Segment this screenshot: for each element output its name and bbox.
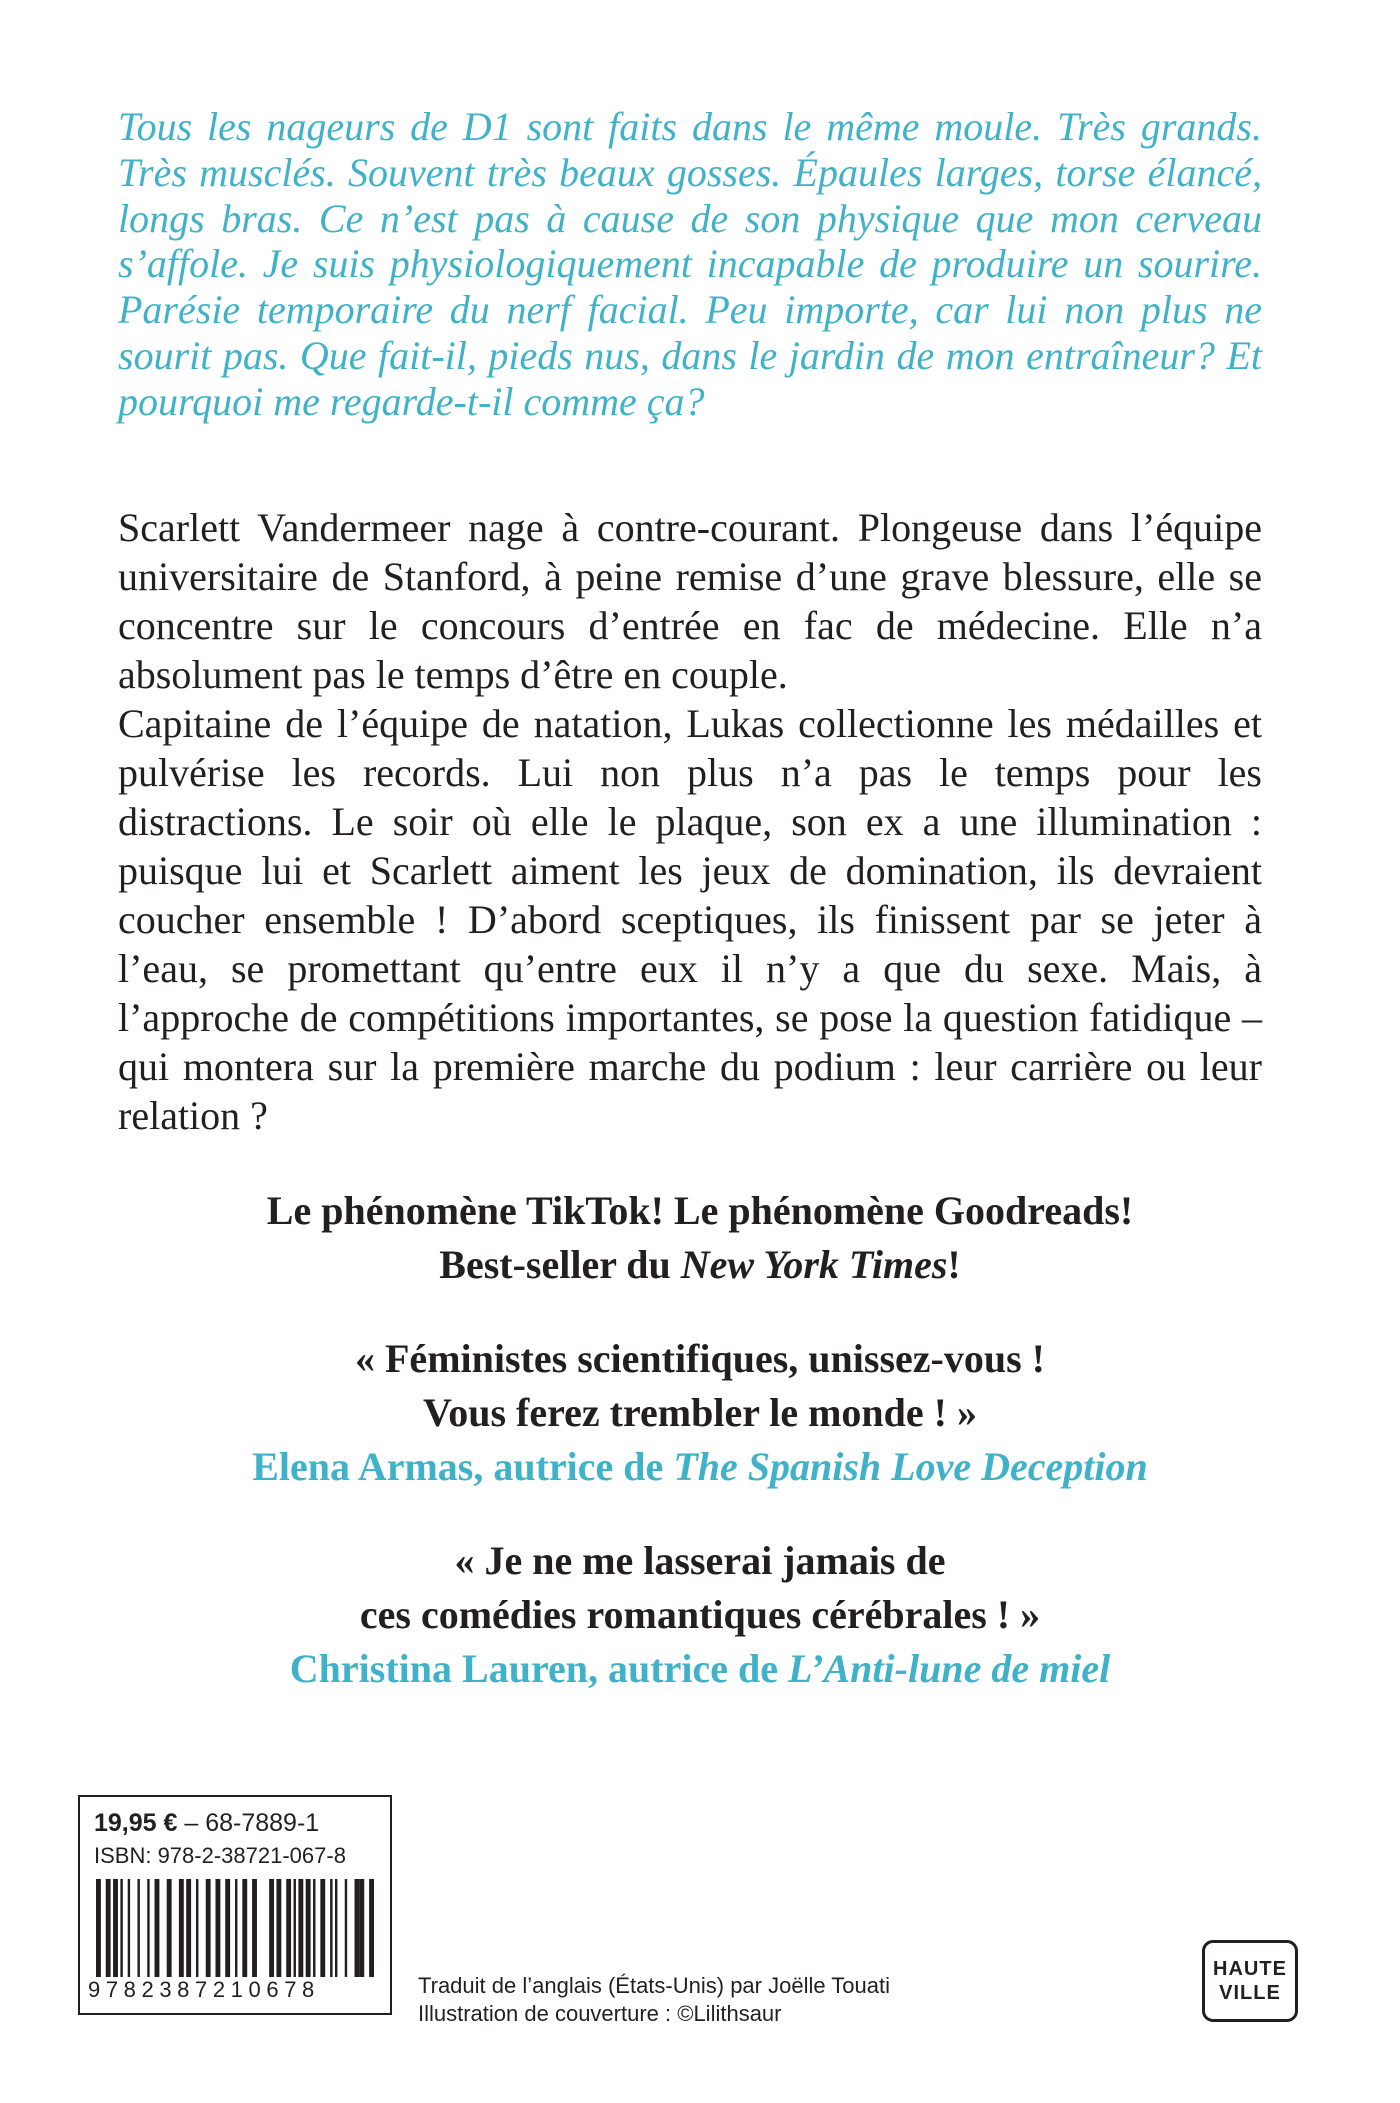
- barcode-bar: [294, 1879, 296, 1977]
- teaser-paragraph: Tous les nageurs de D1 sont faits dans le même moule. Très grands. Très musclés. Souvent très beaux gosses. Épaules larges, torse élancé, longs bras. Ce n’est pas à cause de son physique que mon cerveau s’affole. Je suis physiologiquement incapable de produire un sourire. Parésie temporaire du nerf facial. Peu importe, car lui non plus ne sourit pas. Que fait-il, pieds nus, dans le jardin de mon entraîneur? Et pourquoi me regarde-t-il comme ça?: [118, 104, 1262, 424]
- blurb-headline: Le phénomène TikTok! Le phénomène Goodreads!: [266, 1188, 1134, 1233]
- barcode-digits: 9782387210678: [88, 1977, 320, 2002]
- price-barcode-box: [78, 1795, 392, 2015]
- barcode-bar: [320, 1879, 325, 1977]
- quote-attribution: Christina Lauren, autrice de L’Anti-lune de miel: [289, 1646, 1111, 1691]
- barcode-bar: [235, 1879, 237, 1977]
- barcode-bar: [113, 1879, 118, 1977]
- barcode-bar: [335, 1879, 337, 1977]
- barcode-bar: [120, 1879, 122, 1977]
- barcode-bar: [354, 1879, 359, 1977]
- credits: [418, 1972, 890, 2028]
- product-code: – 68-7889-1: [177, 1809, 320, 1837]
- barcode-bar: [186, 1879, 191, 1977]
- attribution-book-title: The Spanish Love Deception: [673, 1444, 1148, 1489]
- barcode-bar: [96, 1879, 101, 1977]
- quote-line: « Je ne me lasserai jamais de: [454, 1538, 946, 1583]
- barcode-bar: [286, 1879, 291, 1977]
- barcode-bar: [276, 1879, 281, 1977]
- logo-line: VILLE: [1219, 1982, 1281, 2004]
- synopsis: [118, 503, 1262, 1140]
- barcode-bar: [225, 1879, 230, 1977]
- barcode-bar: [330, 1879, 332, 1977]
- blurb-section: [100, 1184, 1300, 1696]
- quote-attribution: Elena Armas, autrice de The Spanish Love Deception: [252, 1444, 1148, 1489]
- barcode-bar: [206, 1879, 211, 1977]
- blurb-bestseller: Best-seller du New York Times!: [439, 1242, 961, 1287]
- barcode-bar: [215, 1879, 220, 1977]
- publisher-logo: [1202, 1940, 1298, 2022]
- quote-line: Vous ferez trembler le monde ! »: [423, 1390, 977, 1435]
- barcode-bar: [345, 1879, 347, 1977]
- barcode-bar: [128, 1879, 130, 1977]
- logo-line: HAUTE: [1213, 1958, 1287, 1980]
- translation-credit: Traduit de l’anglais (États-Unis) par Joëlle Touati: [418, 1973, 891, 1998]
- barcode-bar: [306, 1879, 311, 1977]
- barcode-bar: [137, 1879, 139, 1977]
- barcode-bar: [242, 1879, 247, 1977]
- barcode-icon: [94, 1879, 376, 1977]
- barcode-bar: [196, 1879, 198, 1977]
- quote-christina-lauren: [100, 1534, 1300, 1696]
- quote-line: ces comédies romantiques cérébrales ! »: [359, 1592, 1041, 1637]
- price-line: [94, 1809, 319, 1838]
- barcode-bar: [167, 1879, 172, 1977]
- barcode-bar: [298, 1879, 303, 1977]
- illustration-credit: Illustration de couverture : ©Lilithsaur: [418, 2001, 782, 2026]
- synopsis-paragraph: Scarlett Vandermeer nage à contre-courant. Plongeuse dans l’équipe universitaire de Stanford, à peine remise d’une grave blessure, elle se concentre sur le concours d’entrée en fac de médecine. Elle n’a absolument pas le temps d’être en couple.: [118, 505, 1262, 697]
- barcode-bar: [313, 1879, 315, 1977]
- quote-elena-armas: [100, 1332, 1300, 1494]
- barcode-bar: [369, 1879, 374, 1977]
- barcode-bar: [155, 1879, 160, 1977]
- quote-line: « Féministes scientifiques, unissez-vous !: [355, 1336, 1045, 1381]
- barcode-bar: [106, 1879, 111, 1977]
- synopsis-paragraph: Capitaine de l’équipe de natation, Lukas collectionne les médailles et pulvérise les records. Lui non plus n’a pas le temps pour les distractions. Le soir où elle le plaque, son ex a une illumination : puisque lui et Scarlett aiment les jeux de domination, ils devraient coucher ensemble ! D’abord sceptiques, ils finissent par se jeter à l’eau, se promettant qu’entre eux il n’y a que du sexe. Mais, à l’approche de compétitions importantes, se pose la question fatidique – qui montera sur la première marche du podium : leur carrière ou leur relation ?: [118, 701, 1262, 1138]
- barcode-bar: [269, 1879, 274, 1977]
- barcode-bar: [359, 1879, 364, 1977]
- barcode-bar: [252, 1879, 257, 1977]
- bestseller-source-title: New York Times: [680, 1242, 948, 1287]
- attribution-book-title: L’Anti-lune de miel: [787, 1646, 1111, 1691]
- barcode-bar: [147, 1879, 149, 1977]
- barcode-bar: [179, 1879, 184, 1977]
- price: 19,95 €: [94, 1809, 178, 1837]
- isbn: ISBN: 978-2-38721-067-8: [94, 1843, 346, 1868]
